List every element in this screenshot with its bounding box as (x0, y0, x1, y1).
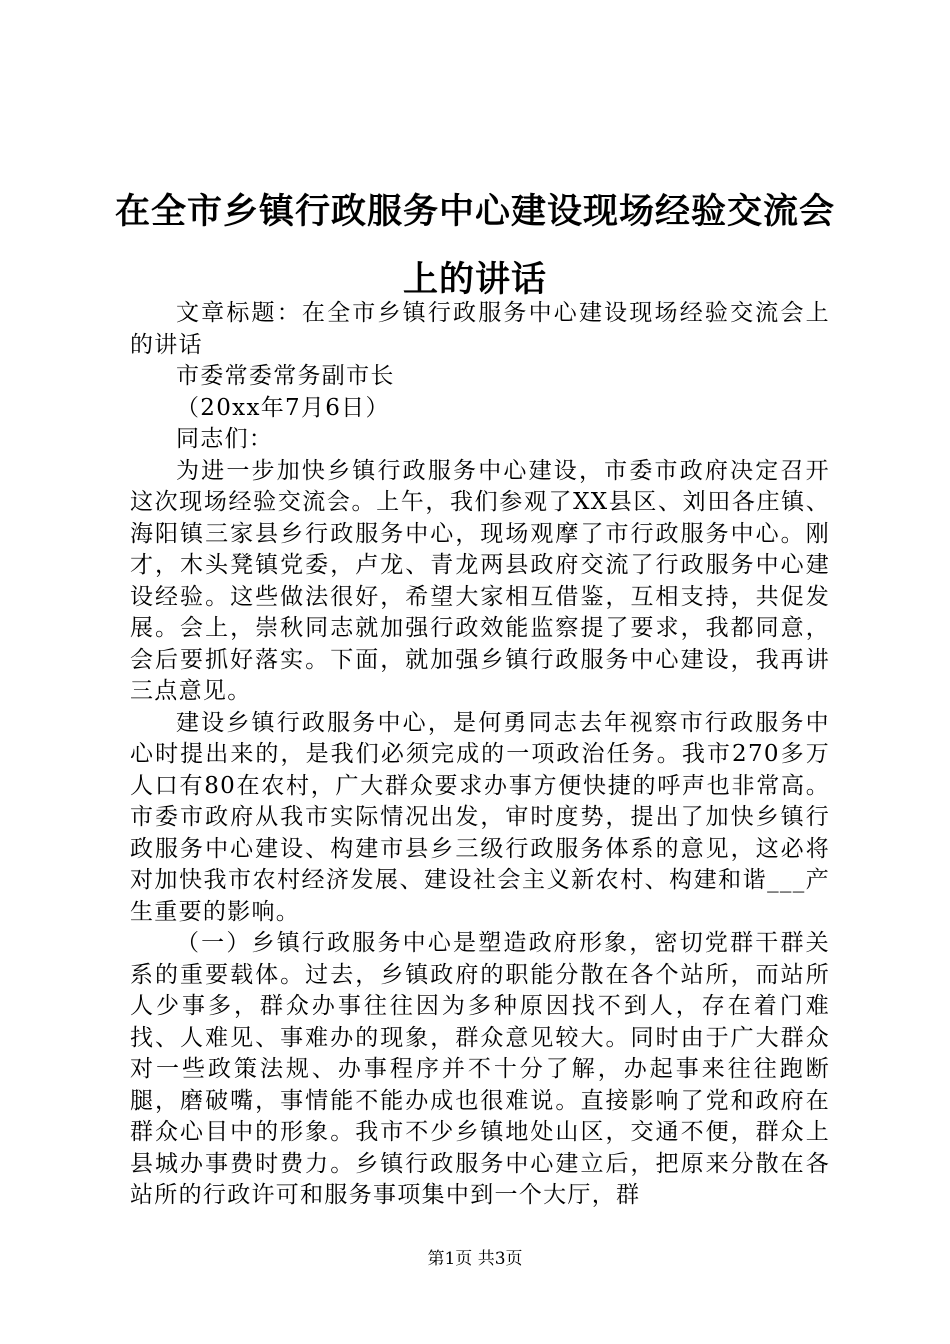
document-title: 在全市乡镇行政服务中心建设现场经验交流会上的讲话 (114, 191, 835, 300)
salutation: 同志们： (176, 426, 274, 452)
document-body (130, 298, 830, 1212)
article-title-line: 文章标题：在全市乡镇行政服务中心建设现场经验交流会上的讲话 (130, 300, 830, 358)
date-line: （20xx年7月6日） (176, 394, 390, 421)
paragraph: （一）乡镇行政服务中心是塑造政府形象，密切党群干群关系的重要载体。过去，乡镇政府的职能分散在各个站所，而站所人少事多，群众办事往往因为多种原因找不到人，存在着门难找、人难见、事难办的现象，群众意见较大。同时由于广大群众对一些政策法规、办事程序并不十分了解，办起事来往往跑断腿，磨破嘴，事情能不能办成也很难说。直接影响了党和政府在群众心目中的形象。我市不少乡镇地处山区，交通不便，群众上县城办事费时费力。乡镇行政服务中心建立后，把原来分散在各站所的行政许可和服务事项集中到一个大厅，群 (130, 930, 830, 1208)
speaker-line: 市委常委常务副市长 (176, 363, 395, 389)
paragraph: 为进一步加快乡镇行政服务中心建设，市委市政府决定召开这次现场经验交流会。上午，我们参观了XX县区、刘田各庄镇、海阳镇三家县乡行政服务中心，现场观摩了市行政服务中心。刚才，木头凳镇党委，卢龙、青龙两县政府交流了行政服务中心建设经验。这些做法很好，希望大家相互借鉴，互相支持，共促发展。会上，崇秋同志就加强行政效能监察提了要求，我都同意，会后要抓好落实。下面，就加强乡镇行政服务中心建设，我再讲三点意见。 (130, 457, 830, 704)
page-footer: 第1页 共3页 (427, 1249, 523, 1269)
paragraph: 建设乡镇行政服务中心，是何勇同志去年视察市行政服务中心时提出来的，是我们必须完成的一项政治任务。我市270多万人口有80在农村，广大群众要求办事方便快捷的呼声也非常高。市委市政府从我市实际情况出发，审时度势，提出了加快乡镇行政服务中心建设、构建市县乡三级行政服务体系的意见，这必将对加快我市农村经济发展、建设社会主义新农村、构建和谐___产生重要的影响。 (130, 709, 830, 925)
